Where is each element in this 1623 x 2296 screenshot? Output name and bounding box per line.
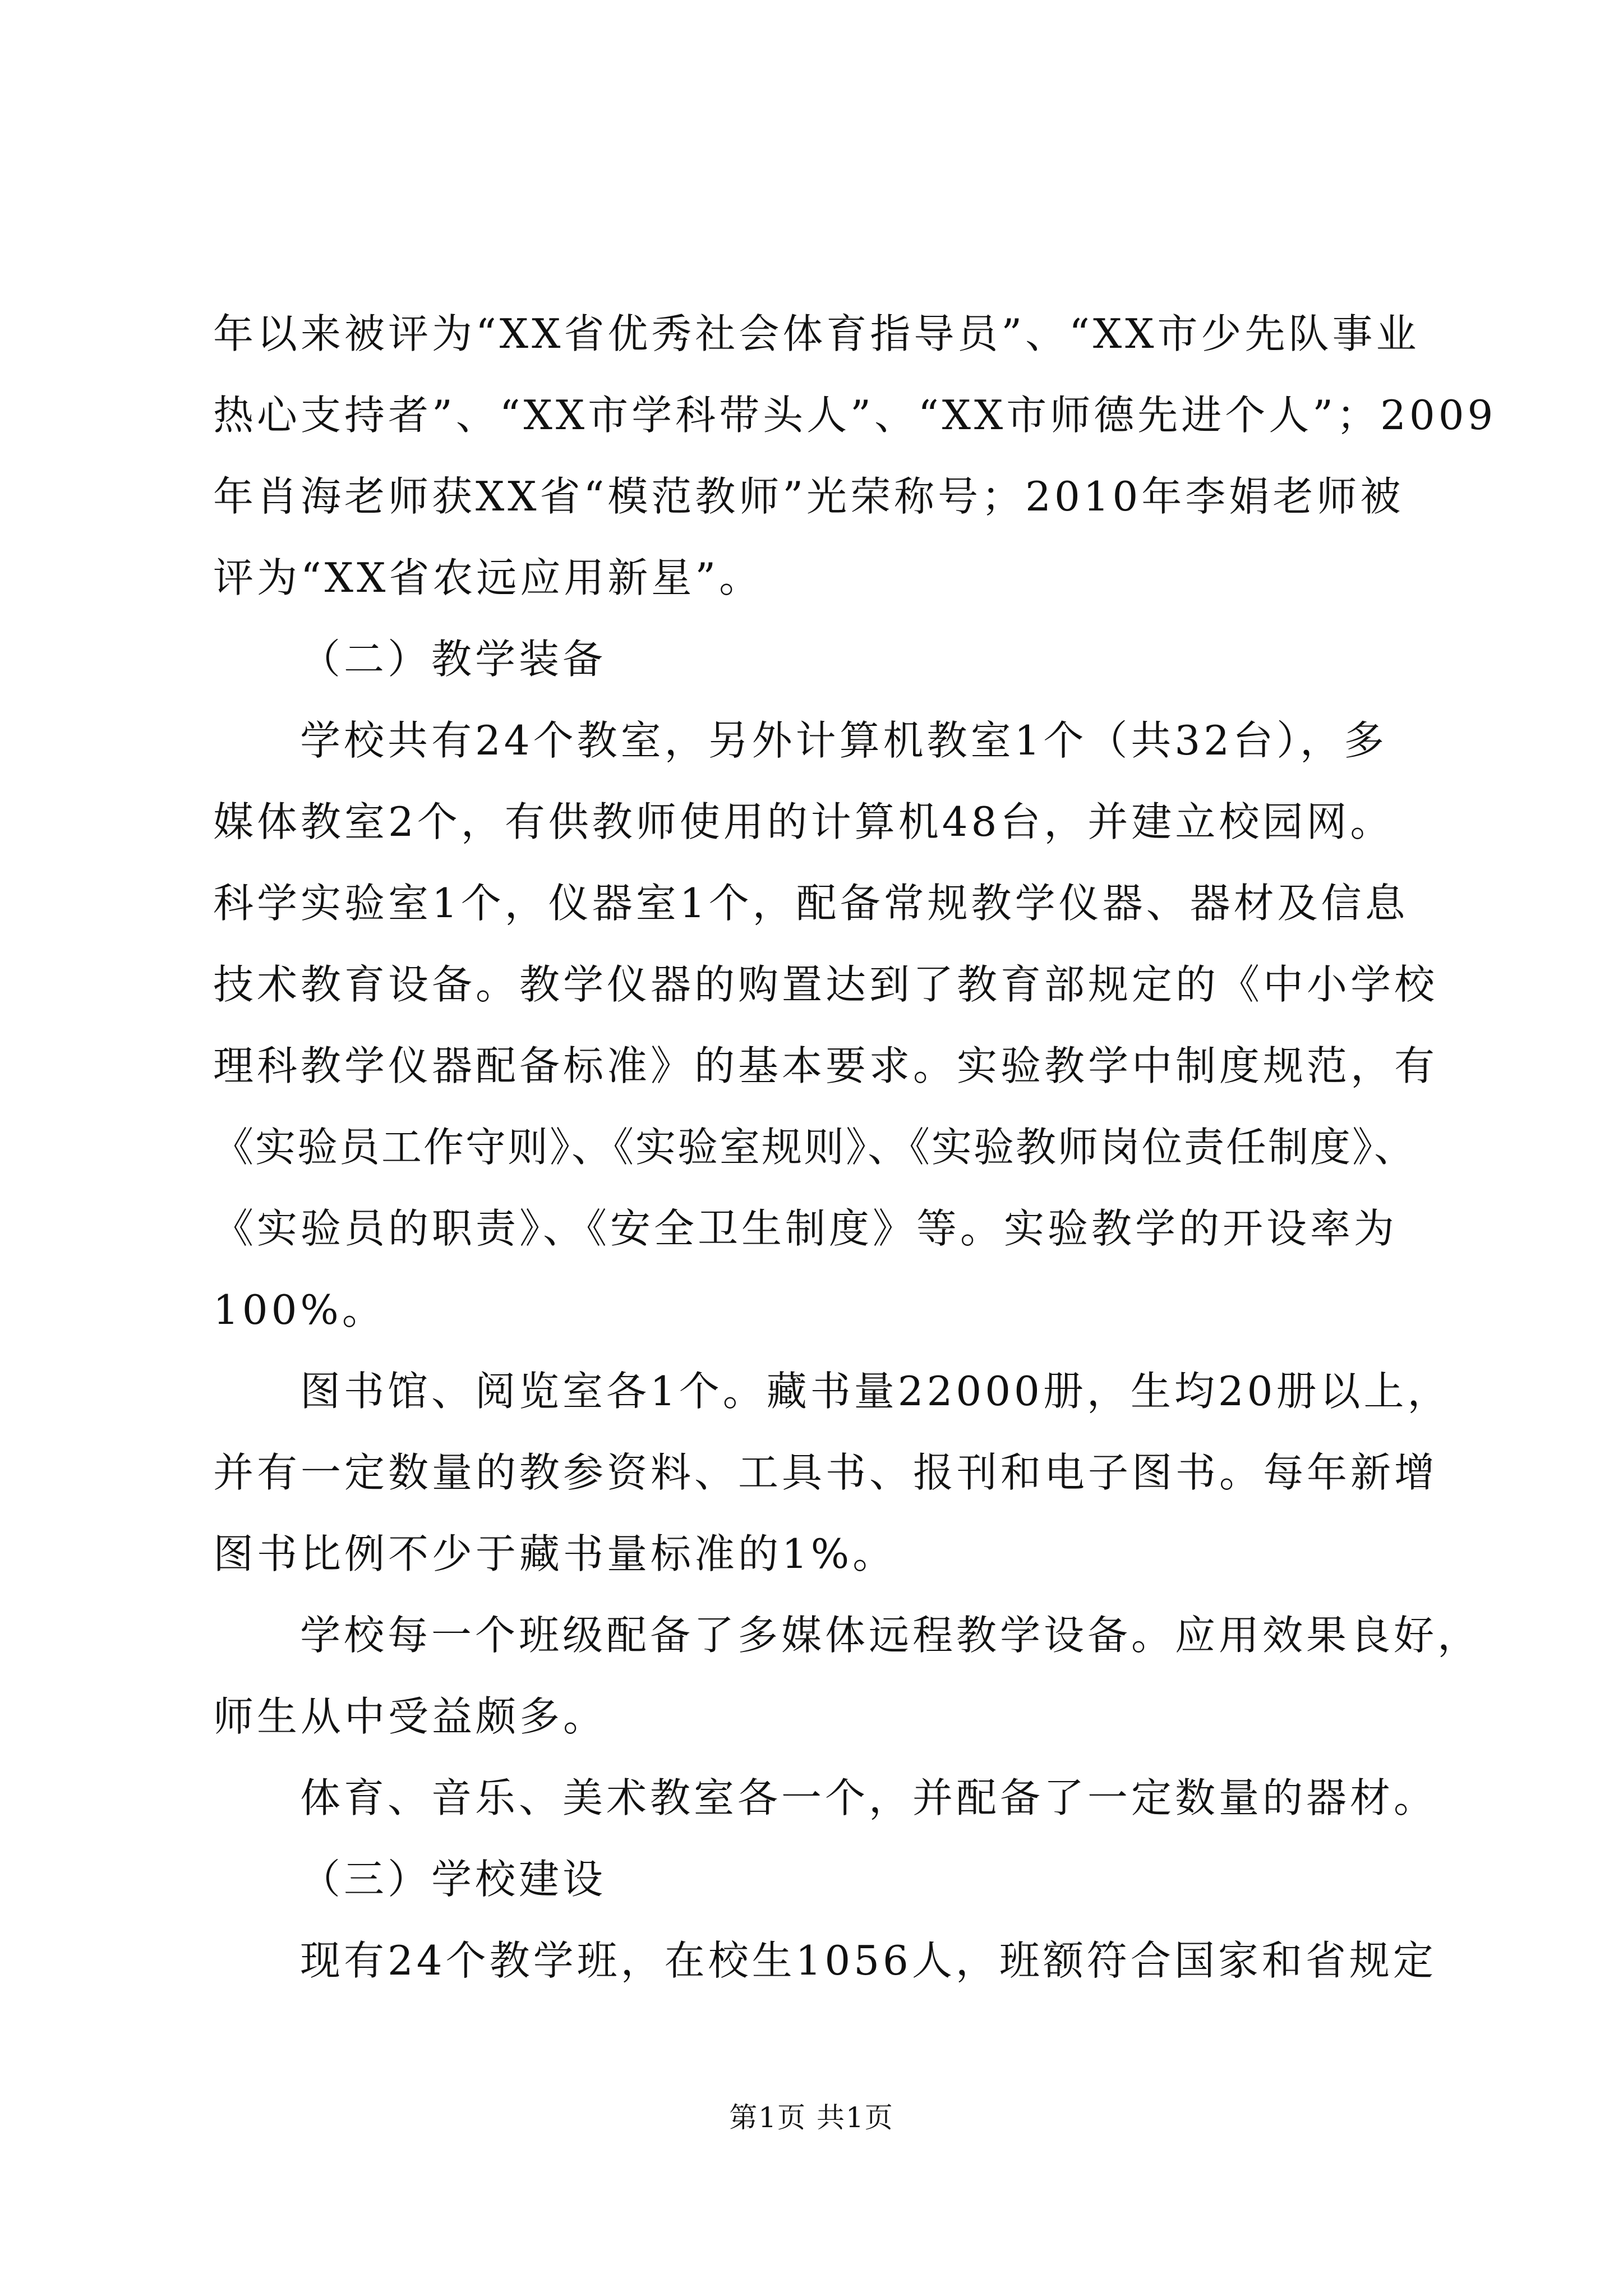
section-heading: （三）学校建设 (300, 1856, 607, 1903)
text-line: 科学实验室1个，仪器室1个，配备常规教学仪器、器材及信息 (213, 880, 1409, 927)
text-line: 理科教学仪器配备标准》的基本要求。实验教学中制度规范，有 (213, 1042, 1438, 1089)
paragraph-first-line: 体育、音乐、美术教室各一个，并配备了一定数量的器材。 (300, 1774, 1438, 1821)
text-line: 媒体教室2个，有供教师使用的计算机48台，并建立校园网。 (213, 798, 1394, 845)
text-line: 年以来被评为“XX省优秀社会体育指导员”、“XX市少先队事业 (213, 310, 1420, 357)
paragraph-first-line: 现有24个教学班，在校生1056人，班额符合国家和省规定 (300, 1937, 1437, 1984)
text-line: 年肖海老师获XX省“模范教师”光荣称号；2010年李娟老师被 (213, 473, 1404, 520)
paragraph-first-line: 图书馆、阅览室各1个。藏书量22000册，生均20册以上， (300, 1368, 1451, 1415)
text-line: 热心支持者”、“XX市学科带头人”、“XX市师德先进个人”；2009 (213, 392, 1497, 439)
text-line: 并有一定数量的教参资料、工具书、报刊和电子图书。每年新增 (213, 1449, 1438, 1496)
text-line: 图书比例不少于藏书量标准的1%。 (213, 1530, 897, 1577)
text-line: 《实验员的职责》、《安全卫生制度》等。实验教学的开设率为 (213, 1205, 1398, 1252)
text-line: 100%。 (213, 1286, 386, 1333)
text-line: 技术教育设备。教学仪器的购置达到了教育部规定的《中小学校 (213, 961, 1438, 1008)
text-line: 评为“XX省农远应用新星”。 (213, 554, 763, 601)
paragraph-first-line: 学校每一个班级配备了多媒体远程教学设备。应用效果良好， (300, 1612, 1482, 1659)
text-line: 师生从中受益颇多。 (213, 1693, 607, 1740)
paragraph-first-line: 学校共有24个教室，另外计算机教室1个（共32台），多 (300, 717, 1388, 764)
text-line: 《实验员工作守则》、《实验室规则》、《实验教师岗位责任制度》、 (213, 1124, 1417, 1171)
page-number-footer: 第1页 共1页 (729, 2101, 894, 2134)
section-heading: （二）教学装备 (300, 636, 607, 683)
